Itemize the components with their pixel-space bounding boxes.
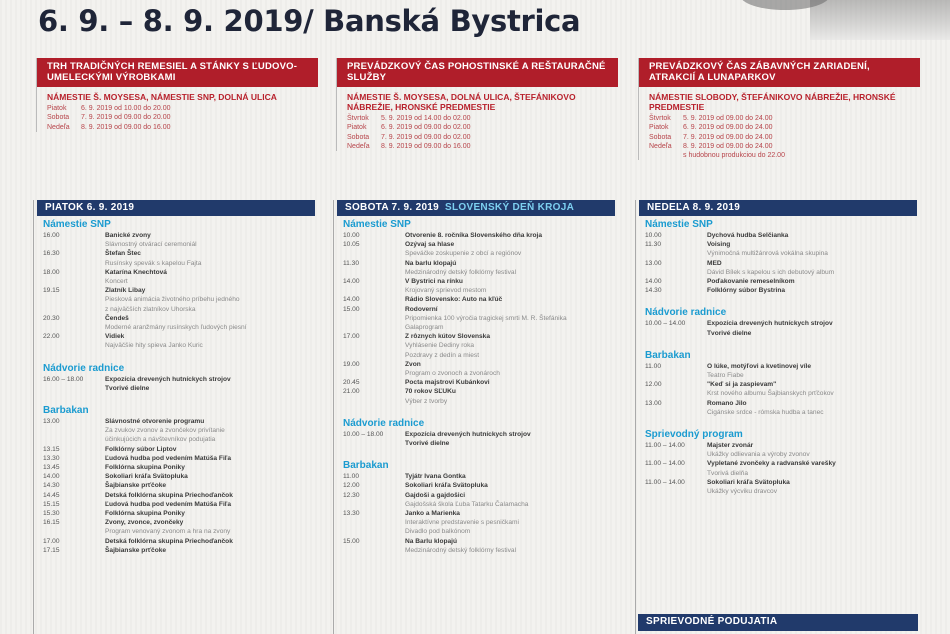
venue-heading: Nádvorie radnice [343,417,425,429]
info-box-location: NÁMESTIE Š. MOYSESA, NÁMESTIE SNP, DOLNÁ ULICA [47,92,277,102]
event-description: Divadlo pod balkónom [405,528,471,536]
event-time: 11.00 – 14.00 [645,460,685,468]
day-column-sunday [635,200,917,634]
event-name: Banické zvony [105,232,151,239]
event-description: Piesková animácia životného príbehu jedného [105,296,240,304]
event-row [334,277,615,295]
event-name: Rodoverní [405,305,438,313]
event-name: Štefan Štec [105,250,141,258]
day-header-date: NEDEĽA 8. 9. 2019 [647,202,741,213]
event-name: Šajbianske prťčoke [105,546,167,554]
event-time: 16.15 [43,519,60,527]
event-name: Na Barlu klopajú [405,537,458,545]
event-time: 13.00 [645,259,662,267]
info-row [37,104,318,113]
event-body [405,430,615,448]
event-time: 11.00 – 14.00 [645,442,685,450]
event-row [636,286,917,295]
info-time: 8. 9. 2019 od 09.00 do 24.00 [683,142,773,150]
info-box-heading: PREVÁDZKOVÝ ČAS ZÁBAVNÝCH ZARIADENÍ, ATRAKCIÍ A LUNAPARKOV [639,58,920,87]
event-name: Janko a Marienka [405,510,460,518]
event-body [105,268,315,286]
event-time: 15.00 [343,305,360,313]
event-time: 16.00 [43,232,60,239]
info-row [337,133,618,142]
event-time: 10.00 – 18.00 [343,430,384,438]
event-body [405,378,615,387]
event-time: 17.00 [43,537,60,545]
event-name: Dychová hudba Selčianka [707,232,789,239]
event-body [105,472,315,481]
event-row [34,509,315,518]
event-time: 10.00 [343,232,360,239]
event-body [105,314,315,332]
info-row [639,133,920,142]
event-body [707,286,917,295]
event-name: Poďakovanie remeselníkom [707,278,795,286]
event-name: Sokoliari kráľa Svätopluka [105,473,188,481]
event-row [636,319,917,337]
event-name: Expozícia drevených hutníckych strojov [707,320,833,328]
event-description: Výnimočná multižánrová vokálna skupina [707,250,828,258]
event-description: Slávnostný otvárací ceremoniál [105,241,197,249]
event-time: 14.00 [645,278,662,286]
event-body [707,380,917,398]
info-day: Piatok [47,105,67,112]
event-row [34,286,315,314]
event-body [405,387,615,405]
event-name: Ľudová hudba pod vedením Matúša Fiľa [105,500,232,508]
event-description: Ukážky odlievania a výroby zvonov [707,451,810,459]
event-name: Zlatník Libay [105,287,146,295]
event-time: 15.30 [43,510,60,518]
event-row [34,454,315,463]
info-day: Štvrtok [649,115,671,122]
event-body [105,417,315,445]
event-time: 14.00 [343,278,360,286]
event-row [636,441,917,459]
event-time: 11.00 [343,473,360,481]
event-name: Vypletané zvončeky a radvanské varešky [707,460,836,468]
info-time: 6. 9. 2019 od 10.00 do 20.00 [81,105,171,112]
event-body [105,332,315,350]
event-row [334,360,615,378]
event-row [636,399,917,417]
event-body [707,441,917,459]
event-body [405,491,615,509]
event-time: 11.30 [645,241,662,249]
event-body [707,478,917,496]
event-name: Na barlu klopajú [405,259,457,267]
event-row [636,231,917,240]
event-time: 14.30 [43,482,60,490]
event-name: 70 rokov SĽUKu [405,388,456,396]
event-time: 16.30 [43,250,60,258]
event-name-secondary: Tvorivé dielne [405,440,450,448]
event-description: Najväčšie hity spieva Janko Kuric [105,342,203,350]
event-time: 13.15 [43,445,60,453]
info-day: Štvrtok [347,115,369,122]
event-body [707,362,917,380]
event-row [334,537,615,555]
info-box-attractions [638,58,920,160]
event-description: Teatro Fiabe [707,372,744,380]
event-time: 19.15 [43,287,60,295]
info-time: 7. 9. 2019 od 09.00 do 24.00 [683,133,773,141]
event-name: Rádio Slovensko: Auto na kľúč [405,296,503,304]
event-body [405,472,615,481]
event-time: 13.30 [343,510,360,518]
info-day: Nedeľa [47,123,70,131]
event-name: Expozícia drevených hutníckych strojov [405,430,531,438]
event-description: Program venovaný zvonom a hra na zvony [105,528,231,536]
info-row [337,114,618,123]
event-name: "Keď si ja zaspievam" [707,381,777,389]
accompanying-events-heading: SPRIEVODNÉ PODUJATIA [638,614,918,631]
event-row [34,463,315,472]
event-name: Pocta majstrovi Kubánkovi [405,379,490,387]
event-body [405,332,615,360]
event-time: 13.00 [645,399,662,407]
event-name: Ozývaj sa hlase [405,241,455,249]
info-row [37,123,318,132]
event-description: Moderné aranžmány rusínskych ľudových piesní [105,324,247,332]
event-row [34,491,315,500]
event-time: 14.00 [43,473,60,481]
event-body [405,240,615,258]
background-photo [810,0,950,40]
event-description: Program o zvonoch a zvonároch [405,370,500,378]
event-name: Slávnostné otvorenie programu [105,418,205,426]
event-description: z najväčších zlatníkov Uhorska [105,305,196,313]
event-name: O lúke, motýľovi a kvetinovej víle [707,362,812,370]
event-description: Za zvukov zvonov a zvončekov privítanie [105,427,225,435]
event-name: MED [707,259,722,267]
event-body [105,537,315,546]
event-time: 13.30 [43,454,60,462]
event-row [334,430,615,448]
event-body [105,249,315,267]
event-body [707,277,917,286]
event-name: Folklórny súbor Liptov [105,445,177,453]
event-time: 10.05 [343,241,360,249]
event-description: Krojovaný sprievod mestom [405,287,487,295]
event-body [105,231,315,249]
event-name: Šajbianske prťčoke [105,482,167,490]
info-row [639,123,920,132]
event-body [707,259,917,277]
event-name: Folklórna skupina Poniky [105,510,185,518]
event-body [105,546,315,555]
event-description: Vyhlásenie Dediny roka [405,342,475,350]
event-name: Ľudová hudba pod vedením Matúša Fiľa [105,454,232,462]
event-body [707,399,917,417]
event-time: 14.30 [645,287,662,295]
event-description: Tvorivá dielňa [707,469,749,477]
event-body [405,231,615,240]
event-time: 12.00 [343,482,360,490]
event-row [636,259,917,277]
event-time: 11.00 [645,362,662,370]
event-row [34,472,315,481]
event-time: 16.00 – 18.00 [43,375,84,383]
event-body [105,463,315,472]
event-body [405,259,615,277]
event-name: Katarína Knechtová [105,268,167,276]
event-description: Speváčke zoskupenie z obcí a regiónov [405,250,522,258]
info-day: Sobota [649,133,672,141]
day-column-friday [33,200,315,634]
info-day: Nedeľa [347,142,370,150]
event-name: Detská folklórna skupina Priechoďančok [105,491,233,499]
event-time: 13.00 [43,418,60,426]
event-time: 20.30 [43,314,60,322]
event-description: Interaktívne predstavenie s pesničkami [405,519,519,527]
info-box-location: NÁMESTIE SLOBODY, ŠTEFÁNIKOVO NÁBREŽIE, HRONSKÉ PREDMESTIE [649,92,896,112]
event-row [636,240,917,258]
event-body [405,305,615,333]
event-time: 19.00 [343,360,360,368]
event-row [334,259,615,277]
venue-heading: Barbakan [645,349,691,361]
event-row [636,478,917,496]
event-description: Krst nového albumu Šajbianskych prťčokov [707,390,834,398]
info-time: 7. 9. 2019 od 09.00 do 20.00 [81,114,171,122]
event-time: 11.30 [343,259,360,267]
event-name: Sokoliari kráľa Svätopluka [707,478,790,486]
event-time: 18.00 [43,268,60,276]
venue-heading: Barbakan [43,405,89,417]
event-row [34,249,315,267]
info-day: Piatok [347,124,367,132]
event-row [334,305,615,333]
event-name: Majster zvonár [707,442,754,450]
event-description: Medzinárodný detský folklórny festival [405,546,517,554]
event-body [707,459,917,477]
info-row [639,114,920,123]
event-description: účinkujúcich a návštevníkov podujatia [105,436,216,444]
event-name: V Bystrici na rínku [405,278,463,286]
info-time: 7. 9. 2019 od 09.00 do 02.00 [381,133,471,141]
info-box-location: NÁMESTIE Š. MOYSESA, DOLNÁ ULICA, ŠTEFÁNIKOVO NÁBREŽIE, HRONSKÉ PREDMESTIE [347,92,576,112]
event-body [105,491,315,500]
page-title: 6. 9. – 8. 9. 2019/ Banská Bystrica [38,4,581,38]
event-row [334,295,615,304]
event-time: 11.00 – 14.00 [645,478,685,486]
day-header-date: PIATOK 6. 9. 2019 [45,202,135,213]
event-name: Zvony, zvonce, zvončeky [105,519,184,527]
info-note: s hudobnou produkciou do 22.00 [683,152,785,160]
info-box-heading: TRH TRADIČNÝCH REMESIEL A STÁNKY S ĽUDOVO-UMELECKÝMI VÝROBKAMI [37,58,318,87]
event-body [405,360,615,378]
info-time: 6. 9. 2019 od 09.00 do 24.00 [683,124,773,132]
event-row [34,518,315,536]
day-column-saturday [333,200,615,634]
info-time: 8. 9. 2019 od 09.00 do 16.00 [381,142,471,150]
event-description: Dávid Bílek s kapelou s ich debutový album [707,268,835,276]
event-body [405,509,615,537]
event-row [334,378,615,387]
event-body [105,445,315,454]
event-time: 14.00 [343,296,360,304]
event-body [405,481,615,490]
event-name: Sokoliari kráľa Svätopluka [405,482,488,490]
info-box-restaurants [336,58,618,151]
event-row [34,375,315,393]
event-row [34,231,315,249]
day-header [337,200,615,216]
day-header [37,200,315,216]
event-body [105,481,315,490]
event-name-secondary: Tvorivé dielne [707,329,752,337]
event-time: 17.15 [43,546,60,554]
info-day: Piatok [649,124,669,132]
event-description: Ukážky výcviku dravcov [707,488,777,496]
venue-heading: Námestie SNP [43,219,111,230]
event-body [405,277,615,295]
event-name: Vidiek [105,333,125,341]
event-body [707,319,917,337]
venue-heading: Sprievodný program [645,429,743,441]
event-time: 20.45 [343,379,360,387]
info-day: Nedeľa [649,142,672,150]
info-time: 6. 9. 2019 od 09.00 do 02.00 [381,124,471,132]
event-row [636,362,917,380]
event-name-secondary: Tvorivé dielne [105,384,150,392]
event-row [34,332,315,350]
event-description: Pripomienka 100 výročia tragickej smrti M. R. Štefánika [405,314,567,322]
info-time: 8. 9. 2019 od 09.00 do 16.00 [81,123,171,131]
day-header-date: SOBOTA 7. 9. 2019 [345,202,440,213]
event-row [334,472,615,481]
event-name: Zvon [405,360,421,368]
event-time: 14.45 [43,491,60,499]
event-time: 12.30 [343,491,360,499]
event-description: Medzinárodný detský folklórny festival [405,268,517,276]
event-time: 10.00 [645,232,662,239]
info-box-heading: PREVÁDZKOVÝ ČAS POHOSTINSKÉ A REŠTAURAČNÉ SLUŽBY [337,58,618,87]
event-body [105,509,315,518]
event-body [707,231,917,240]
venue-heading: Barbakan [343,460,389,472]
event-name: Otvorenie 8. ročníka Slovenského dňa kroja [405,232,543,239]
event-row [334,387,615,405]
info-time: 5. 9. 2019 od 14.00 do 02.00 [381,115,471,122]
event-body [105,286,315,314]
event-time: 17.00 [343,333,360,341]
event-time: 13.45 [43,464,60,472]
event-row [334,509,615,537]
event-name: Čendeš [105,314,129,322]
event-time: 15.15 [43,500,60,508]
event-row [34,268,315,286]
event-row [334,332,615,360]
event-row [34,500,315,509]
event-row [34,445,315,454]
event-name: Voising [707,241,731,249]
event-row [636,277,917,286]
event-name: Folklórny súbor Bystrina [707,287,786,295]
day-header [639,200,917,216]
event-row [34,546,315,555]
event-time: 15.00 [343,537,360,545]
info-day: Sobota [347,133,370,141]
event-row [334,481,615,490]
venue-heading: Námestie SNP [343,219,411,230]
event-row [334,491,615,509]
event-description: Galaprogram [405,324,444,332]
event-time: 10.00 – 14.00 [645,320,686,328]
event-name: Folklórna skupina Poniky [105,464,185,472]
event-description: Výber z tvorby [405,397,448,405]
event-body [405,537,615,555]
event-description: Cigánske srdce - rómska hudba a tanec [707,408,824,416]
event-row [34,481,315,490]
event-row [34,537,315,546]
event-name: Gajdoši a gajdošici [405,491,466,499]
event-description: Pozdravy z dedín a miest [405,351,480,359]
event-row [636,380,917,398]
info-row [639,142,920,151]
event-name: Z rôznych kútov Slovenska [405,333,491,341]
venue-heading: Nádvorie radnice [43,362,125,374]
event-row [636,459,917,477]
info-box-market [36,58,318,132]
event-name: Tyjátr Ivana Gontka [405,473,466,481]
event-row [34,314,315,332]
event-row [34,417,315,445]
event-description: Gajdošská škola Ľuba Tatarku Čalamacha [405,500,529,508]
info-row [337,142,618,151]
event-time: 12.00 [645,381,662,389]
event-name: Detská folklórna skupina Priechoďančok [105,537,233,545]
event-time: 21.00 [343,388,360,396]
event-body [405,295,615,304]
event-description: Koncert [105,278,128,286]
event-body [105,500,315,509]
info-row [337,123,618,132]
info-day: Sobota [47,114,70,122]
event-body [105,454,315,463]
venue-heading: Námestie SNP [645,219,713,230]
info-row [37,113,318,122]
event-description: Rusínsky spevák s kapelou Fajta [105,259,202,267]
day-header-subtitle: SLOVENSKÝ DEŇ KROJA [445,202,575,213]
event-body [707,240,917,258]
event-name: Expozícia drevených hutníckych strojov [105,375,231,383]
info-time: 5. 9. 2019 od 09.00 do 24.00 [683,115,773,122]
event-body [105,518,315,536]
event-time: 22.00 [43,333,60,341]
venue-heading: Nádvorie radnice [645,307,727,319]
event-name: Romano Jilo [707,399,747,407]
event-row [334,240,615,258]
event-row [334,231,615,240]
event-body [105,375,315,393]
